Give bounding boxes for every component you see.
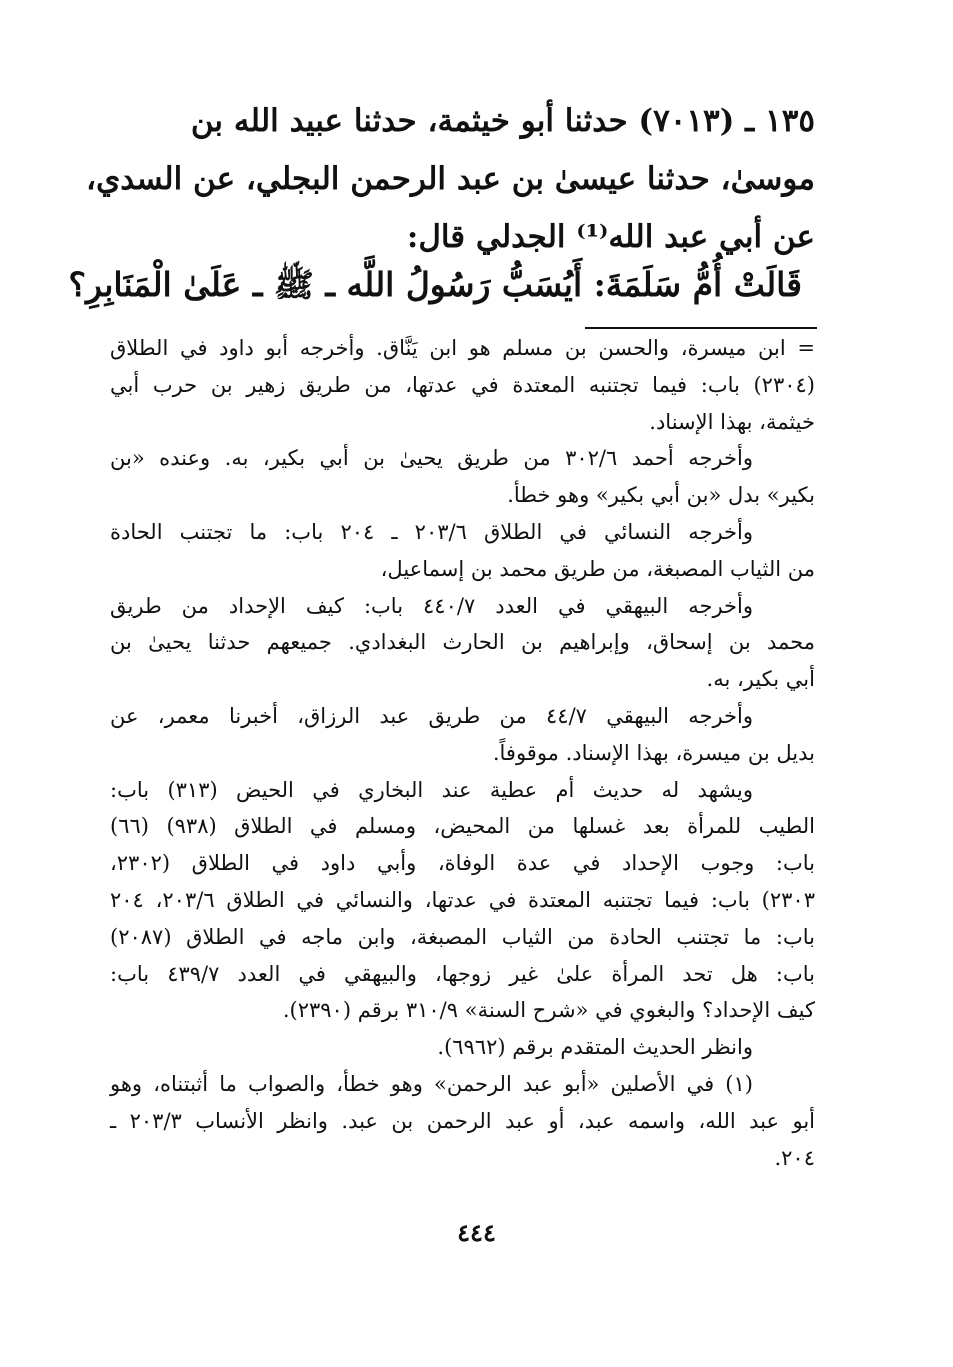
footnote-line: = ابن ميسرة، والحسن بن مسلم هو ابن يَنَّاق. وأخرجه أبو داود في الطلاق [110, 336, 815, 360]
footnote-line: وأخرجه البيهقي ٤٤/٧ من طريق عبد الرزاق، أخبرنا معمر، عن [110, 703, 753, 728]
footnote-line: وأخرجه البيهقي في العدد ٤٤٠/٧ باب: كيف الإحداد من طريق [110, 593, 753, 618]
footnote-line: الطيب للمرأة بعد غسلها من المحيض، ومسلم في الطلاق (٩٣٨) (٦٦) [110, 814, 815, 839]
footnote-line: باب: وجوب الإحداد في عدة الوفاة، وأبي داود في الطلاق (٢٣٠٢، [110, 851, 815, 876]
footnote-line: ٢٣٠٣) باب: فيما تجتنبه المعتدة في عدتها، والنسائي في الطلاق ٢٠٣/٦، ٢٠٤ [110, 887, 815, 912]
footnote-line: (٢٣٠٤) باب: فيما تجتنبه المعتدة في عدتها، من طريق زهير بن حرب أبي [110, 372, 815, 397]
footnote-line: من الثياب المصبغة، من طريق محمد بن إسماعيل، [380, 556, 815, 581]
footnote-line: أبي بكير، به. [706, 667, 815, 692]
footnote-line: كيف الإحداد؟ والبغوي في «شرح السنة» ٣١٠/٩ برقم (٢٣٩٠). [282, 998, 815, 1023]
footnote-line: ٢٠٤. [774, 1145, 815, 1170]
hadith-line: عن أبي عبد الله⁽¹⁾ الجدلي قال: [406, 219, 815, 255]
footnote-line: باب: ما تجتنب الحادة من الثياب المصبغة، وابن ماجه في الطلاق (٢٠٨٧) [110, 924, 815, 949]
hadith-line: موسىٰ، حدثنا عيسىٰ بن عبد الرحمن البجلي، عن السدي، [85, 161, 815, 197]
footnote-line: ويشهد له حديث أم عطية عند البخاري في الحيض (٣١٣) باب: [110, 777, 753, 802]
hadith-line: ١٣٥ ـ (٧٠١٣) حدثنا أبو خيثمة، حدثنا عبيد الله بن [190, 103, 815, 139]
footnote-line: وأخرجه النسائي في الطلاق ٢٠٣/٦ ـ ٢٠٤ باب: ما تجتنب الحادة [110, 519, 753, 544]
footnote-line: بديل بن ميسرة، بهذا الإسناد. موقوفاً. [492, 740, 815, 765]
hadith-quote: قَالَتْ أُمُّ سَلَمَةَ: أَيُسَبُّ رَسُولُ اللَّه ـ ﷺ ـ عَلَىٰ الْمَنَابِرِ؟ [68, 265, 802, 304]
page-number: ٤٤٤ [457, 1218, 496, 1247]
footnote-line: محمد بن إسحاق، وإبراهيم بن الحارث البغدادي. جميعهم حدثنا يحيىٰ بن [110, 630, 815, 655]
footnote-line: وانظر الحديث المتقدم برقم (٦٩٦٢). [437, 1035, 753, 1060]
footnote-line: (١) في الأصلين «أبو عبد الرحمن» وهو خطأ، والصواب ما أثبتناه، وهو [110, 1071, 753, 1096]
footnote-line: وأخرجه أحمد ٣٠٢/٦ من طريق يحيىٰ بن أبي بكير، به. وعنده «بن [110, 446, 753, 471]
footnote-line: باب: هل تحد المرأة علىٰ غير زوجها، والبيهقي في العدد ٤٣٩/٧ باب: [110, 961, 816, 986]
hadith-text [85, 92, 815, 266]
footnote-line: بكير» بدل «بن أبي بكير» وهو خطأ. [507, 483, 815, 508]
footnote-line: أبو عبد الله، واسمه عبد، أو عبد الرحمن بن عبد. وانظر الأنساب ٢٠٣/٣ ـ [110, 1108, 816, 1133]
footnote-divider [585, 327, 817, 329]
footnotes [110, 330, 815, 1176]
footnote-line: خيثمة، بهذا الإسناد. [649, 409, 815, 434]
